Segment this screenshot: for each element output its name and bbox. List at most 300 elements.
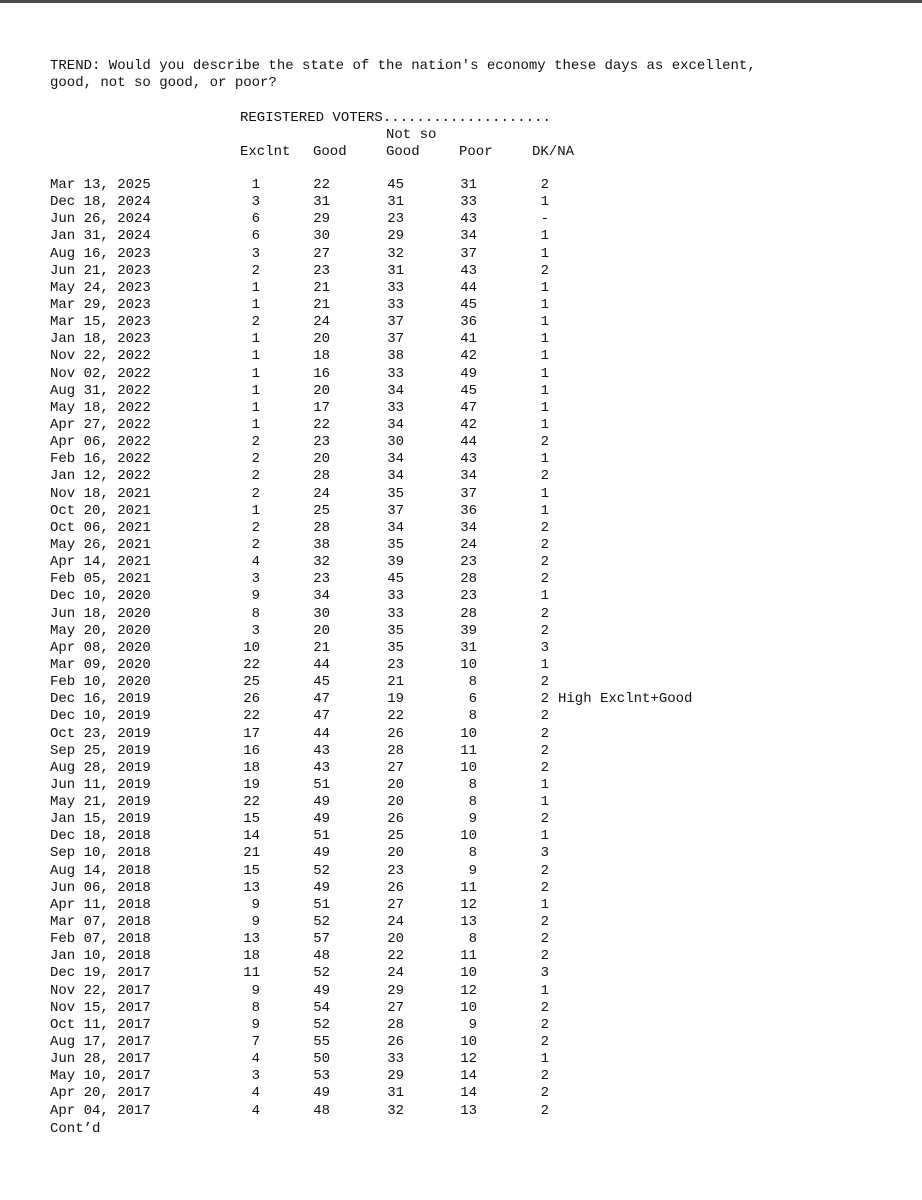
- header-excellent: Exclnt: [240, 144, 291, 160]
- cell-not-so-good: 24: [387, 914, 404, 931]
- cell-good: 32: [313, 554, 330, 571]
- cell-poor: 36: [460, 502, 477, 519]
- row-date: Jan 18, 2023: [50, 331, 151, 348]
- table-row: [0, 897, 922, 914]
- cell-dkna: 2: [540, 434, 549, 451]
- cell-not-so-good: 20: [387, 931, 404, 948]
- cell-not-so-good: 37: [387, 314, 404, 331]
- cell-dkna: 1: [540, 416, 549, 433]
- table-row: [0, 348, 922, 365]
- cell-excellent: 10: [243, 639, 260, 656]
- cell-dkna: 1: [540, 485, 549, 502]
- cell-good: 49: [313, 811, 330, 828]
- question-text: TREND: Would you describe the state of the nation's economy these days as excellent, good, not so good, or poor?: [50, 58, 756, 91]
- row-date: Oct 23, 2019: [50, 725, 151, 742]
- cell-good: 47: [313, 708, 330, 725]
- cell-excellent: 2: [251, 314, 260, 331]
- table-row: [0, 811, 922, 828]
- cell-poor: 12: [460, 896, 477, 913]
- cell-not-so-good: 26: [387, 725, 404, 742]
- cell-poor: 12: [460, 982, 477, 999]
- row-date: Feb 05, 2021: [50, 571, 151, 588]
- table-row: [0, 314, 922, 331]
- cell-excellent: 18: [243, 948, 260, 965]
- cell-poor: 34: [460, 228, 477, 245]
- row-date: Dec 18, 2024: [50, 194, 151, 211]
- cell-dkna: 1: [540, 245, 549, 262]
- cell-not-so-good: 35: [387, 622, 404, 639]
- cell-good: 52: [313, 1016, 330, 1033]
- cell-not-so-good: 35: [387, 536, 404, 553]
- cell-poor: 9: [468, 1016, 477, 1033]
- table-row: [0, 1051, 922, 1068]
- row-date: Apr 08, 2020: [50, 639, 151, 656]
- cell-good: 28: [313, 519, 330, 536]
- row-date: Jan 31, 2024: [50, 228, 151, 245]
- table-row: [0, 417, 922, 434]
- cell-poor: 36: [460, 314, 477, 331]
- cell-dkna: 2: [540, 948, 549, 965]
- cell-poor: 11: [460, 948, 477, 965]
- cell-good: 54: [313, 999, 330, 1016]
- cell-dkna: 1: [540, 656, 549, 673]
- table-row: [0, 691, 922, 708]
- cell-good: 29: [313, 211, 330, 228]
- cell-not-so-good: 45: [387, 177, 404, 193]
- cell-poor: 39: [460, 622, 477, 639]
- cell-poor: 43: [460, 451, 477, 468]
- cell-not-so-good: 24: [387, 965, 404, 982]
- table-row: [0, 845, 922, 862]
- row-date: Aug 28, 2019: [50, 759, 151, 776]
- cell-excellent: 7: [251, 1034, 260, 1051]
- cell-dkna: 1: [540, 502, 549, 519]
- row-date: Jan 15, 2019: [50, 811, 151, 828]
- cell-good: 52: [313, 862, 330, 879]
- cell-dkna: 1: [540, 365, 549, 382]
- header-not-so-good: Good: [386, 144, 420, 160]
- cell-dkna: 1: [540, 828, 549, 845]
- cell-dkna: 1: [540, 451, 549, 468]
- row-date: Apr 11, 2018: [50, 896, 151, 913]
- cell-poor: 10: [460, 828, 477, 845]
- cell-not-so-good: 33: [387, 588, 404, 605]
- cell-poor: 8: [468, 931, 477, 948]
- row-date: May 18, 2022: [50, 399, 151, 416]
- table-row: [0, 657, 922, 674]
- cell-dkna: 2: [540, 1068, 549, 1085]
- cell-good: 47: [313, 691, 330, 708]
- row-date: Nov 15, 2017: [50, 999, 151, 1016]
- cell-dkna: 1: [540, 588, 549, 605]
- cell-good: 51: [313, 896, 330, 913]
- cell-excellent: 4: [251, 1051, 260, 1068]
- cell-dkna: 2: [540, 931, 549, 948]
- cell-excellent: 19: [243, 776, 260, 793]
- cell-good: 16: [313, 365, 330, 382]
- cell-poor: 11: [460, 879, 477, 896]
- table-row: [0, 880, 922, 897]
- cell-not-so-good: 27: [387, 896, 404, 913]
- cell-excellent: 16: [243, 742, 260, 759]
- cell-good: 23: [313, 262, 330, 279]
- cell-excellent: 22: [243, 794, 260, 811]
- cell-poor: 11: [460, 742, 477, 759]
- cell-excellent: 1: [251, 502, 260, 519]
- cell-dkna: 2: [540, 999, 549, 1016]
- table-row: [0, 828, 922, 845]
- cell-poor: 34: [460, 468, 477, 485]
- cell-good: 51: [313, 776, 330, 793]
- cell-poor: 10: [460, 725, 477, 742]
- cell-excellent: 3: [251, 194, 260, 211]
- cell-dkna: 2: [540, 468, 549, 485]
- row-date: Apr 20, 2017: [50, 1085, 151, 1102]
- cell-good: 44: [313, 656, 330, 673]
- cell-poor: 31: [460, 177, 477, 193]
- table-row: [0, 674, 922, 691]
- cell-good: 49: [313, 1085, 330, 1102]
- row-date: May 10, 2017: [50, 1068, 151, 1085]
- cell-dkna: 2: [540, 725, 549, 742]
- cell-excellent: 1: [251, 177, 260, 193]
- cell-good: 27: [313, 245, 330, 262]
- table-row: [0, 983, 922, 1000]
- cell-good: 20: [313, 451, 330, 468]
- cell-excellent: 4: [251, 1102, 260, 1119]
- cell-poor: 9: [468, 862, 477, 879]
- row-date: Jan 12, 2022: [50, 468, 151, 485]
- cell-not-so-good: 20: [387, 794, 404, 811]
- header-dkna: DK/NA: [532, 144, 575, 160]
- cell-poor: 37: [460, 485, 477, 502]
- cell-not-so-good: 27: [387, 999, 404, 1016]
- cell-dkna: 2: [540, 177, 549, 193]
- cell-good: 48: [313, 948, 330, 965]
- cell-excellent: 3: [251, 622, 260, 639]
- cell-good: 44: [313, 725, 330, 742]
- row-date: May 20, 2020: [50, 622, 151, 639]
- cell-not-so-good: 33: [387, 605, 404, 622]
- cell-not-so-good: 35: [387, 485, 404, 502]
- table-row: [0, 503, 922, 520]
- table-row: [0, 965, 922, 982]
- row-date: May 21, 2019: [50, 794, 151, 811]
- cell-not-so-good: 33: [387, 279, 404, 296]
- cell-excellent: 9: [251, 1016, 260, 1033]
- cell-good: 28: [313, 468, 330, 485]
- cell-good: 21: [313, 279, 330, 296]
- cell-good: 49: [313, 845, 330, 862]
- cell-poor: 44: [460, 434, 477, 451]
- row-date: Apr 04, 2017: [50, 1102, 151, 1119]
- cell-excellent: 2: [251, 262, 260, 279]
- row-date: Aug 16, 2023: [50, 245, 151, 262]
- cell-not-so-good: 28: [387, 1016, 404, 1033]
- row-date: Nov 18, 2021: [50, 485, 151, 502]
- cell-dkna: 2: [540, 674, 549, 691]
- table-row: [0, 520, 922, 537]
- table-row: [0, 554, 922, 571]
- row-date: Sep 25, 2019: [50, 742, 151, 759]
- cell-good: 50: [313, 1051, 330, 1068]
- cell-good: 34: [313, 588, 330, 605]
- cell-poor: 8: [468, 674, 477, 691]
- cell-excellent: 3: [251, 571, 260, 588]
- cell-poor: 10: [460, 759, 477, 776]
- row-date: Jun 28, 2017: [50, 1051, 151, 1068]
- cell-excellent: 1: [251, 279, 260, 296]
- cell-excellent: 3: [251, 1068, 260, 1085]
- cell-poor: 24: [460, 536, 477, 553]
- cell-good: 43: [313, 742, 330, 759]
- cell-dkna: 2: [540, 622, 549, 639]
- cell-not-so-good: 33: [387, 1051, 404, 1068]
- cell-poor: 10: [460, 999, 477, 1016]
- cell-poor: 33: [460, 194, 477, 211]
- table-row: [0, 331, 922, 348]
- cell-excellent: 1: [251, 348, 260, 365]
- cell-dkna: 2: [540, 742, 549, 759]
- cell-dkna: 1: [540, 776, 549, 793]
- cell-not-so-good: 33: [387, 296, 404, 313]
- table-row: [0, 1034, 922, 1051]
- trend-table: [0, 177, 922, 1120]
- cell-good: 55: [313, 1034, 330, 1051]
- cell-excellent: 15: [243, 811, 260, 828]
- cell-not-so-good: 23: [387, 211, 404, 228]
- cell-excellent: 22: [243, 708, 260, 725]
- cell-excellent: 4: [251, 1085, 260, 1102]
- cell-not-so-good: 32: [387, 245, 404, 262]
- cell-good: 53: [313, 1068, 330, 1085]
- cell-poor: 12: [460, 1051, 477, 1068]
- row-date: Mar 13, 2025: [50, 177, 151, 193]
- table-row: [0, 760, 922, 777]
- cell-not-so-good: 31: [387, 194, 404, 211]
- cell-not-so-good: 32: [387, 1102, 404, 1119]
- cell-good: 49: [313, 879, 330, 896]
- cell-not-so-good: 20: [387, 845, 404, 862]
- row-date: Jun 21, 2023: [50, 262, 151, 279]
- cell-excellent: 22: [243, 656, 260, 673]
- row-date: Jan 10, 2018: [50, 948, 151, 965]
- continued-label: Cont’d: [50, 1121, 101, 1137]
- cell-not-so-good: 34: [387, 468, 404, 485]
- cell-not-so-good: 33: [387, 399, 404, 416]
- row-date: Mar 29, 2023: [50, 296, 151, 313]
- table-row: [0, 486, 922, 503]
- cell-dkna: 1: [540, 314, 549, 331]
- row-date: Dec 18, 2018: [50, 828, 151, 845]
- cell-dkna: 2: [540, 536, 549, 553]
- cell-dkna: 2: [540, 1016, 549, 1033]
- row-date: Dec 10, 2020: [50, 588, 151, 605]
- cell-poor: 10: [460, 656, 477, 673]
- cell-good: 20: [313, 382, 330, 399]
- cell-excellent: 2: [251, 451, 260, 468]
- cell-poor: 44: [460, 279, 477, 296]
- cell-excellent: 1: [251, 416, 260, 433]
- cell-good: 20: [313, 622, 330, 639]
- table-row: [0, 246, 922, 263]
- cell-excellent: 2: [251, 536, 260, 553]
- table-row: [0, 708, 922, 725]
- cell-dkna: 2: [540, 811, 549, 828]
- cell-good: 31: [313, 194, 330, 211]
- row-date: Dec 16, 2019: [50, 691, 151, 708]
- cell-dkna: 2: [540, 1102, 549, 1119]
- cell-good: 21: [313, 639, 330, 656]
- table-row: [0, 537, 922, 554]
- cell-dkna: 1: [540, 331, 549, 348]
- row-date: Oct 06, 2021: [50, 519, 151, 536]
- cell-dkna: 2: [540, 708, 549, 725]
- table-row: [0, 400, 922, 417]
- cell-poor: 9: [468, 811, 477, 828]
- table-row: [0, 640, 922, 657]
- cell-good: 24: [313, 485, 330, 502]
- row-date: Nov 02, 2022: [50, 365, 151, 382]
- cell-excellent: 1: [251, 296, 260, 313]
- row-date: Feb 16, 2022: [50, 451, 151, 468]
- table-row: [0, 931, 922, 948]
- table-row: [0, 194, 922, 211]
- cell-good: 17: [313, 399, 330, 416]
- cell-good: 49: [313, 794, 330, 811]
- cell-good: 48: [313, 1102, 330, 1119]
- table-row: [0, 588, 922, 605]
- cell-not-so-good: 39: [387, 554, 404, 571]
- cell-excellent: 9: [251, 982, 260, 999]
- table-row: [0, 726, 922, 743]
- table-row: [0, 451, 922, 468]
- cell-poor: 34: [460, 519, 477, 536]
- cell-excellent: 2: [251, 434, 260, 451]
- cell-dkna: 1: [540, 399, 549, 416]
- header-group-label: REGISTERED VOTERS....................: [240, 110, 551, 126]
- header-poor: Poor: [459, 144, 493, 160]
- cell-excellent: 4: [251, 554, 260, 571]
- cell-not-so-good: 20: [387, 776, 404, 793]
- cell-dkna: 1: [540, 279, 549, 296]
- row-note: High Exclnt+Good: [558, 691, 693, 708]
- table-row: [0, 211, 922, 228]
- top-border: [0, 0, 922, 3]
- cell-excellent: 9: [251, 896, 260, 913]
- cell-dkna: 3: [540, 845, 549, 862]
- row-date: Jun 11, 2019: [50, 776, 151, 793]
- cell-excellent: 21: [243, 845, 260, 862]
- table-row: [0, 1085, 922, 1102]
- table-row: [0, 228, 922, 245]
- cell-not-so-good: 33: [387, 365, 404, 382]
- cell-good: 43: [313, 759, 330, 776]
- cell-not-so-good: 37: [387, 502, 404, 519]
- cell-poor: 43: [460, 211, 477, 228]
- cell-excellent: 9: [251, 914, 260, 931]
- cell-excellent: 9: [251, 588, 260, 605]
- cell-good: 38: [313, 536, 330, 553]
- table-row: [0, 280, 922, 297]
- row-date: Apr 27, 2022: [50, 416, 151, 433]
- row-date: Nov 22, 2022: [50, 348, 151, 365]
- cell-not-so-good: 28: [387, 742, 404, 759]
- row-date: Mar 09, 2020: [50, 656, 151, 673]
- cell-excellent: 1: [251, 331, 260, 348]
- header-not-so-top: Not so: [386, 127, 437, 143]
- cell-excellent: 18: [243, 759, 260, 776]
- row-date: Feb 10, 2020: [50, 674, 151, 691]
- cell-not-so-good: 34: [387, 451, 404, 468]
- cell-excellent: 13: [243, 879, 260, 896]
- cell-dkna: 1: [540, 982, 549, 999]
- cell-dkna: 3: [540, 639, 549, 656]
- cell-excellent: 14: [243, 828, 260, 845]
- cell-good: 18: [313, 348, 330, 365]
- table-row: [0, 1000, 922, 1017]
- cell-dkna: 2: [540, 519, 549, 536]
- cell-not-so-good: 22: [387, 708, 404, 725]
- table-row: [0, 948, 922, 965]
- table-row: [0, 1068, 922, 1085]
- cell-dkna: 2: [540, 691, 549, 708]
- cell-not-so-good: 31: [387, 1085, 404, 1102]
- cell-good: 21: [313, 296, 330, 313]
- row-date: Dec 10, 2019: [50, 708, 151, 725]
- cell-poor: 23: [460, 588, 477, 605]
- row-date: May 26, 2021: [50, 536, 151, 553]
- cell-dkna: 2: [540, 914, 549, 931]
- table-row: [0, 177, 922, 194]
- cell-not-so-good: 35: [387, 639, 404, 656]
- cell-poor: 14: [460, 1085, 477, 1102]
- cell-good: 49: [313, 982, 330, 999]
- cell-dkna: 2: [540, 1085, 549, 1102]
- cell-good: 22: [313, 416, 330, 433]
- cell-excellent: 8: [251, 999, 260, 1016]
- cell-excellent: 1: [251, 399, 260, 416]
- cell-poor: 23: [460, 554, 477, 571]
- row-date: Nov 22, 2017: [50, 982, 151, 999]
- cell-not-so-good: 37: [387, 331, 404, 348]
- cell-poor: 45: [460, 296, 477, 313]
- row-date: Aug 17, 2017: [50, 1034, 151, 1051]
- row-date: Aug 14, 2018: [50, 862, 151, 879]
- cell-good: 57: [313, 931, 330, 948]
- cell-dkna: 2: [540, 605, 549, 622]
- cell-excellent: 2: [251, 468, 260, 485]
- cell-not-so-good: 27: [387, 759, 404, 776]
- table-row: [0, 571, 922, 588]
- cell-not-so-good: 22: [387, 948, 404, 965]
- cell-excellent: 25: [243, 674, 260, 691]
- cell-poor: 10: [460, 965, 477, 982]
- cell-poor: 13: [460, 914, 477, 931]
- cell-poor: 6: [468, 691, 477, 708]
- cell-good: 25: [313, 502, 330, 519]
- row-date: Mar 07, 2018: [50, 914, 151, 931]
- table-row: [0, 1017, 922, 1034]
- cell-good: 23: [313, 571, 330, 588]
- cell-not-so-good: 29: [387, 1068, 404, 1085]
- cell-excellent: 1: [251, 382, 260, 399]
- cell-not-so-good: 34: [387, 382, 404, 399]
- cell-excellent: 2: [251, 485, 260, 502]
- cell-not-so-good: 45: [387, 571, 404, 588]
- table-row: [0, 366, 922, 383]
- row-date: Apr 06, 2022: [50, 434, 151, 451]
